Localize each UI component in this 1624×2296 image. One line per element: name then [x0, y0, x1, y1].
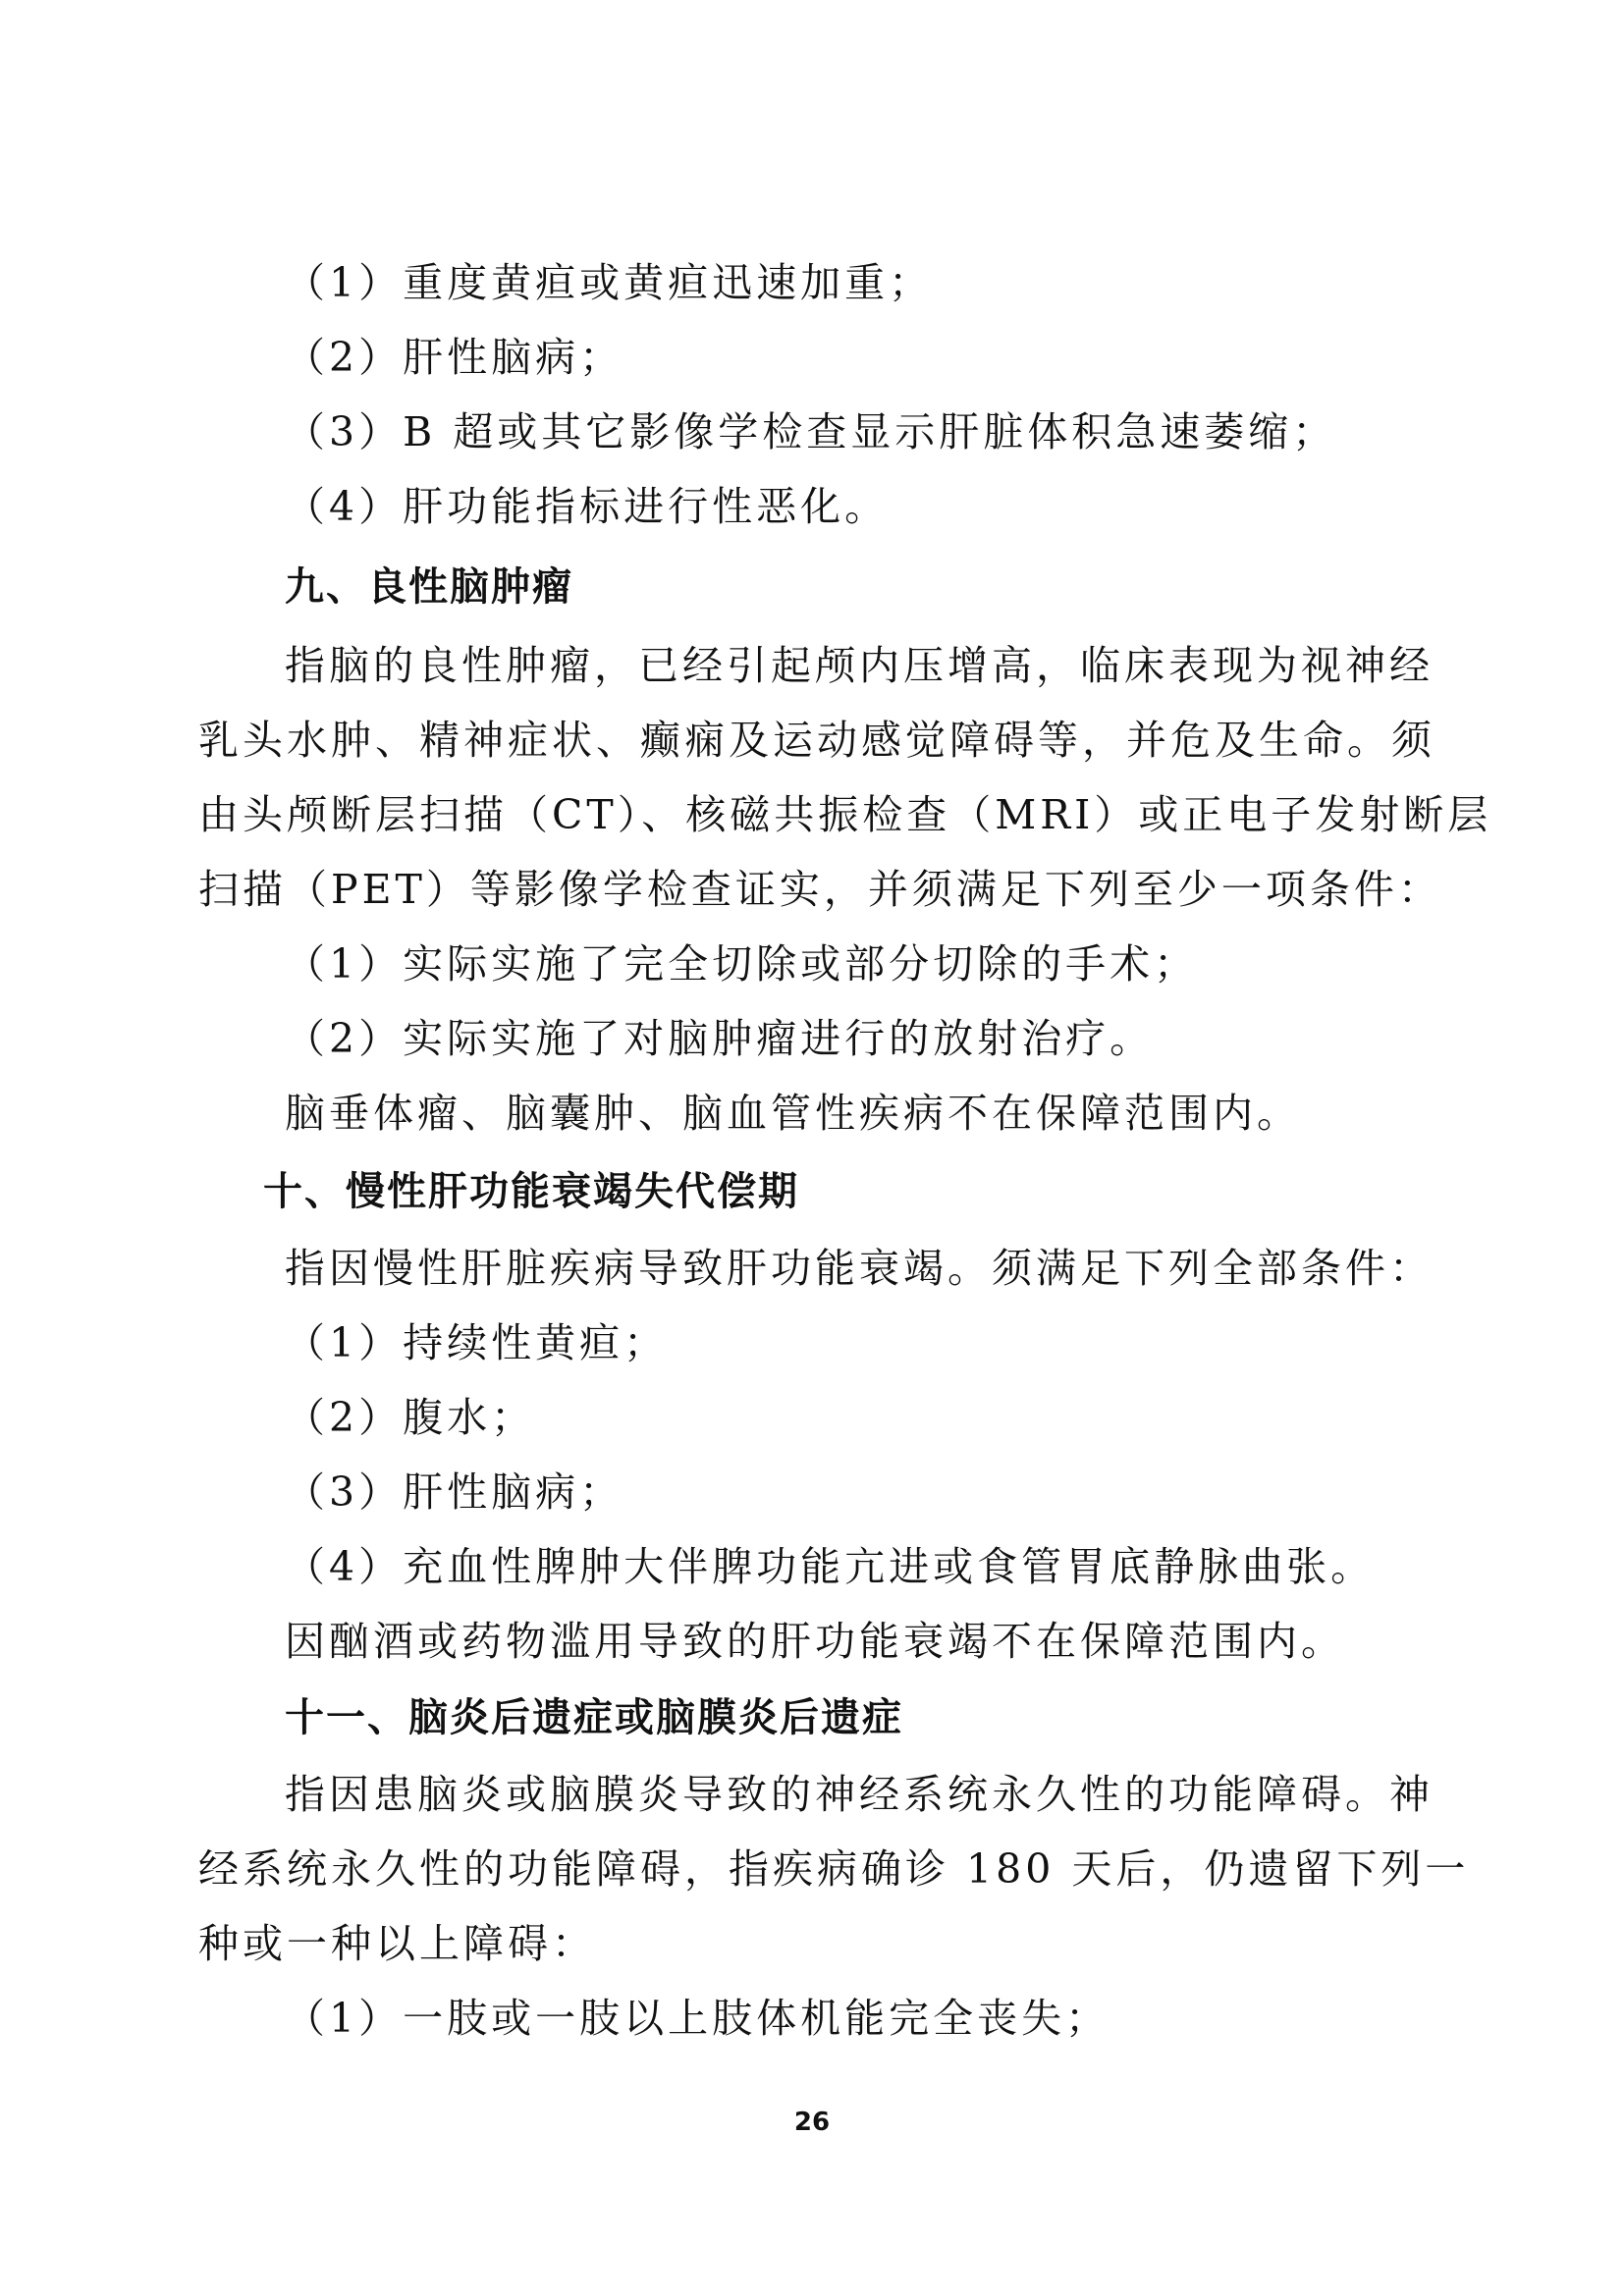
list-item-liver-function: （4）肝功能指标进行性恶化。	[285, 483, 890, 530]
list-item-splenomegaly: （4）充血性脾肿大伴脾功能亢进或食管胃底静脉曲张。	[285, 1543, 1376, 1590]
paragraph-line: 指因慢性肝脏疾病导致肝功能衰竭。须满足下列全部条件：	[285, 1245, 1434, 1292]
section-heading-encephalitis-sequelae: 十一、脑炎后遗症或脑膜炎后遗症	[285, 1695, 903, 1740]
paragraph-line: 指因患脑炎或脑膜炎导致的神经系统永久性的功能障碍。神	[285, 1771, 1434, 1818]
list-item-hepatic-encephalopathy-2: （3）肝性脑病；	[285, 1468, 624, 1516]
list-item-persistent-jaundice: （1）持续性黄疸；	[285, 1319, 669, 1366]
section-heading-chronic-liver-failure: 十、慢性肝功能衰竭失代偿期	[263, 1169, 799, 1214]
list-item-hepatic-encephalopathy: （2）肝性脑病；	[285, 334, 624, 381]
section-heading-benign-brain-tumor: 九、良性脑肿瘤	[285, 564, 573, 610]
paragraph-line: 由头颅断层扫描（CT）、核磁共振检查（MRI）或正电子发射断层	[198, 791, 1492, 838]
paragraph-line: 扫描（PET）等影像学检查证实，并须满足下列至少一项条件：	[198, 866, 1442, 913]
page-number: 26	[793, 2108, 831, 2137]
exclusion-note: 因酗酒或药物滥用导致的肝功能衰竭不在保障范围内。	[285, 1618, 1345, 1665]
list-item-surgery: （1）实际实施了完全切除或部分切除的手术；	[285, 940, 1199, 988]
paragraph-line: 乳头水肿、精神症状、癫痫及运动感觉障碍等，并危及生命。须	[198, 717, 1435, 764]
list-item-radiotherapy: （2）实际实施了对脑肿瘤进行的放射治疗。	[285, 1015, 1155, 1062]
list-item-ascites: （2）腹水；	[285, 1394, 536, 1441]
list-item-limb-function: （1）一肢或一肢以上肢体机能完全丧失；	[285, 1995, 1110, 2042]
exclusion-note: 脑垂体瘤、脑囊肿、脑血管性疾病不在保障范围内。	[285, 1090, 1301, 1137]
list-item-liver-atrophy: （3）B 超或其它影像学检查显示肝脏体积急速萎缩；	[285, 408, 1337, 455]
paragraph-line: 经系统永久性的功能障碍，指疾病确诊 180 天后，仍遗留下列一	[198, 1845, 1470, 1893]
paragraph-line: 种或一种以上障碍：	[198, 1920, 596, 1967]
list-item-jaundice: （1）重度黄疸或黄疸迅速加重；	[285, 259, 934, 306]
paragraph-line: 指脑的良性肿瘤，已经引起颅内压增高，临床表现为视神经	[285, 642, 1434, 689]
